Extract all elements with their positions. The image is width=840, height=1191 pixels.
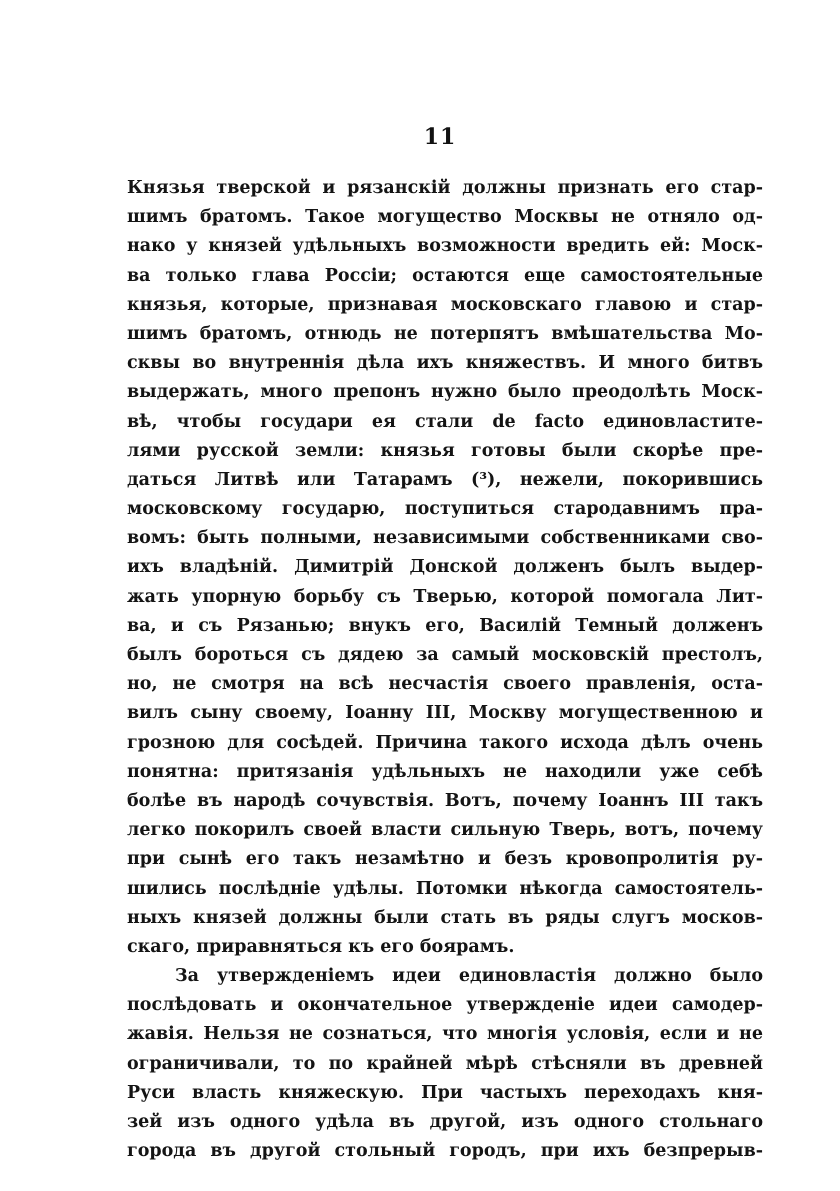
text-line: болѣе въ народѣ сочувствія. Вотъ, почему Іоаннъ III такъ bbox=[127, 790, 763, 811]
text-line: грозною для сосѣдей. Причина такого исхода дѣлъ очень bbox=[127, 732, 763, 753]
text-line: понятна: притязанія удѣльныхъ не находили уже себѣ bbox=[127, 761, 763, 782]
text-line: послѣдовать и окончательное утвержденіе идеи самодер- bbox=[127, 995, 763, 1016]
text-line: нако у князей удѣльныхъ возможности вредить ей: Моск- bbox=[127, 236, 763, 257]
page-number: 11 bbox=[423, 124, 457, 150]
paragraph-1 bbox=[127, 174, 763, 962]
text-line: при сынѣ его такъ незамѣтно и безъ кровопролитія ру- bbox=[127, 849, 763, 870]
text-line: шились послѣдніе удѣлы. Потомки нѣкогда самостоятель- bbox=[127, 878, 763, 899]
text-line: Князья тверской и рязанскій должны признать его стар- bbox=[127, 178, 763, 198]
text-line: жать упорную борьбу съ Тверью, которой помогала Лит- bbox=[127, 586, 763, 607]
text-line: московскому государю, поступиться стародавнимъ пра- bbox=[127, 499, 763, 520]
text-line: ва только глава Россіи; остаются еще самостоятельные bbox=[127, 265, 763, 286]
text-line: лями русской земли: князья готовы были скорѣе пре- bbox=[127, 440, 763, 461]
text-line: вѣ, чтобы государи ея стали de facto единовластите- bbox=[127, 411, 763, 432]
text-line: легко покорилъ своей власти сильную Тверь, вотъ, почему bbox=[127, 820, 763, 841]
text-line: выдержать, много препонъ нужно было преодолѣть Моск- bbox=[127, 382, 763, 403]
text-line: ва, и съ Рязанью; внукъ его, Василій Темный долженъ bbox=[127, 615, 763, 636]
text-line: города въ другой стольный городъ, при ихъ безпрерыв- bbox=[127, 1141, 763, 1162]
text-line: вомъ: быть полными, независимыми собственниками сво- bbox=[127, 528, 763, 549]
text-line: сквы во внутреннія дѣла ихъ княжествъ. И много битвъ bbox=[127, 353, 763, 374]
text-line: скаго, приравняться къ его боярамъ. bbox=[127, 936, 515, 957]
text-line: вилъ сыну своему, Іоанну III, Москву могущественною и bbox=[127, 703, 763, 724]
text-line: князья, которые, признавая московскаго главою и стар- bbox=[127, 294, 763, 315]
text-line: жавія. Нельзя не сознаться, что многія условія, если и не bbox=[127, 1024, 763, 1045]
text-line: даться Литвѣ или Татарамъ (³), нежели, покорившись bbox=[127, 469, 763, 490]
text-line: За утвержденіемъ идеи единовластія должно было bbox=[175, 966, 763, 987]
text-line: ихъ владѣній. Димитрій Донской долженъ былъ выдер- bbox=[127, 557, 763, 578]
main-text bbox=[127, 174, 763, 1166]
text-line: Руси власть княжескую. При частыхъ переходахъ кня- bbox=[127, 1082, 763, 1103]
text-line: шимъ братомъ, отнюдь не потерпятъ вмѣшательства Мо- bbox=[127, 323, 763, 344]
text-line: ныхъ князей должны были стать въ ряды слугъ москов- bbox=[127, 907, 763, 928]
paragraph-2 bbox=[127, 962, 763, 1166]
text-line: шимъ братомъ. Такое могущество Москвы не отняло од- bbox=[127, 207, 763, 228]
text-line: зей изъ одного удѣла въ другой, изъ одного стольнаго bbox=[127, 1112, 763, 1132]
text-line: былъ бороться съ дядею за самый московскій престолъ, bbox=[127, 645, 763, 665]
text-line: но, не смотря на всѣ несчастія своего правленія, оста- bbox=[127, 674, 763, 695]
text-line: ограничивали, то по крайней мѣрѣ стѣсняли въ древней bbox=[127, 1053, 763, 1074]
